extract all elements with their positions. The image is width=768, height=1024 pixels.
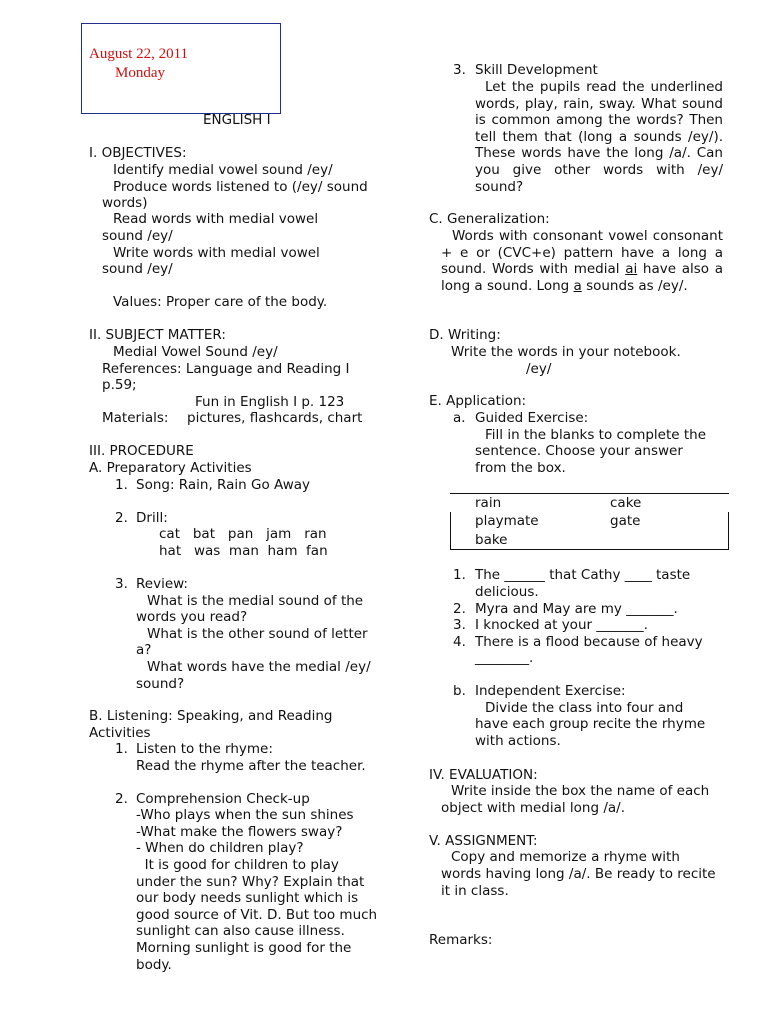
comprehension-line: good source of Vit. D. But too much bbox=[136, 907, 378, 923]
objective-3: Read words with medial vowel bbox=[113, 211, 319, 227]
exercise-1-cont: delicious. bbox=[475, 584, 539, 600]
independent-text-cont: with actions. bbox=[475, 733, 561, 749]
assignment-text-cont: it in class. bbox=[441, 883, 509, 899]
review-question-1: What is the medial sound of the bbox=[147, 593, 364, 609]
item-letter: b. bbox=[453, 683, 466, 699]
item-number: 3. bbox=[453, 617, 466, 633]
comprehension-line: sunlight can also cause illness. bbox=[136, 923, 345, 939]
assignment-heading: V. ASSIGNMENT: bbox=[429, 833, 538, 849]
subject-topic: Medial Vowel Sound /ey/ bbox=[113, 344, 278, 360]
application-heading: E. Application: bbox=[429, 393, 527, 409]
box-word: bake bbox=[475, 532, 508, 548]
item-letter: a. bbox=[453, 410, 466, 426]
comprehension-line: our body needs sunlight which is bbox=[136, 890, 359, 906]
independent-text: Divide the class into four and bbox=[485, 700, 684, 716]
exercise-4: There is a flood because of heavy bbox=[475, 634, 703, 650]
listening-heading-cont: Activities bbox=[89, 725, 151, 741]
comprehension-label: Comprehension Check-up bbox=[136, 791, 310, 807]
lesson-day: Monday bbox=[115, 65, 165, 81]
song: Song: Rain, Rain Go Away bbox=[136, 477, 310, 493]
box-word: gate bbox=[610, 513, 641, 529]
comprehension-line: under the sun? Why? Explain that bbox=[136, 874, 365, 890]
procedure-heading: III. PROCEDURE bbox=[89, 443, 194, 459]
item-number: 1. bbox=[115, 741, 128, 757]
comprehension-line: -What make the flowers sway? bbox=[136, 824, 343, 840]
writing-text: Write the words in your notebook. bbox=[451, 344, 681, 360]
objective-values: Values: Proper care of the body. bbox=[113, 294, 328, 310]
objective-2: Produce words listened to (/ey/ sound bbox=[113, 179, 368, 195]
assignment-text-cont: words having long /a/. Be ready to recite bbox=[441, 866, 716, 882]
independent-exercise-label: Independent Exercise: bbox=[475, 683, 626, 699]
objective-3-cont: sound /ey/ bbox=[102, 228, 173, 244]
generalization-text: Words with consonant vowel consonant + e or (CVC+e) pattern have a long a sound. Words with medial ai have also a long a sound. Long a sounds as /ey/. bbox=[441, 228, 723, 294]
comprehension-line: body. bbox=[136, 957, 172, 973]
independent-text-cont: have each group recite the rhyme bbox=[475, 716, 706, 732]
item-number: 3. bbox=[453, 62, 466, 78]
drill-row-2: hat was man ham fan bbox=[159, 543, 328, 559]
date-box bbox=[81, 23, 281, 114]
exercise-3: I knocked at your _______. bbox=[475, 617, 648, 633]
remarks-label: Remarks: bbox=[429, 932, 493, 948]
evaluation-heading: IV. EVALUATION: bbox=[429, 767, 538, 783]
comprehension-line: Morning sunlight is good for the bbox=[136, 940, 352, 956]
item-number: 1. bbox=[115, 477, 128, 493]
objective-4-cont: sound /ey/ bbox=[102, 261, 173, 277]
exercise-2: Myra and May are my _______. bbox=[475, 601, 678, 617]
evaluation-text-cont: object with medial long /a/. bbox=[441, 800, 626, 816]
box-word: cake bbox=[610, 495, 642, 511]
underlined-a: a bbox=[573, 277, 582, 294]
guided-exercise-label: Guided Exercise: bbox=[475, 410, 589, 426]
box-word: playmate bbox=[475, 513, 539, 529]
listen-label: Listen to the rhyme: bbox=[136, 741, 273, 757]
guided-text: Fill in the blanks to complete the bbox=[485, 427, 707, 443]
skill-development-text: Let the pupils read the underlined words, play, rain, sway. What sound is common among the words? Then tell them that (long a sounds /ey/). These words have the long /a/. Can you give other words with /ey/ sound? bbox=[475, 79, 723, 195]
writing-sound: /ey/ bbox=[526, 361, 552, 377]
exercise-4-cont: ________. bbox=[475, 650, 534, 666]
item-number: 3. bbox=[115, 576, 128, 592]
review-question-1-cont: words you read? bbox=[136, 609, 248, 625]
review-question-3-cont: sound? bbox=[136, 676, 185, 692]
review-question-3: What words have the medial /ey/ bbox=[147, 659, 371, 675]
materials-list: pictures, flashcards, chart bbox=[187, 410, 363, 426]
word-box bbox=[450, 493, 729, 550]
comprehension-line: -Who plays when the sun shines bbox=[136, 807, 354, 823]
item-number: 1. bbox=[453, 567, 466, 583]
lesson-date: August 22, 2011 bbox=[89, 46, 189, 62]
item-number: 2. bbox=[115, 791, 128, 807]
objective-4: Write words with medial vowel bbox=[113, 245, 320, 261]
item-number: 2. bbox=[115, 510, 128, 526]
box-word: rain bbox=[475, 495, 502, 511]
generalization-heading: C. Generalization: bbox=[429, 211, 550, 227]
review-question-2: What is the other sound of letter bbox=[147, 626, 368, 642]
skill-development-label: Skill Development bbox=[475, 62, 598, 78]
objective-2-cont: words) bbox=[102, 195, 148, 211]
materials-label: Materials: bbox=[102, 410, 169, 426]
item-number: 2. bbox=[453, 601, 466, 617]
guided-text-cont: from the box. bbox=[475, 460, 566, 476]
references-1-cont: p.59; bbox=[102, 377, 137, 393]
comprehension-line: It is good for children to play bbox=[136, 857, 339, 873]
drill-row-1: cat bat pan jam ran bbox=[159, 526, 327, 542]
listening-heading: B. Listening: Speaking, and Reading bbox=[89, 708, 333, 724]
review-label: Review: bbox=[136, 576, 188, 592]
objective-1: Identify medial vowel sound /ey/ bbox=[113, 162, 333, 178]
drill-label: Drill: bbox=[136, 510, 168, 526]
listen-text: Read the rhyme after the teacher. bbox=[136, 758, 366, 774]
underlined-ai: ai bbox=[625, 261, 638, 278]
writing-heading: D. Writing: bbox=[429, 327, 501, 343]
assignment-text: Copy and memorize a rhyme with bbox=[451, 849, 680, 865]
subject-title: ENGLISH I bbox=[203, 112, 271, 128]
preparatory-heading: A. Preparatory Activities bbox=[89, 460, 252, 476]
exercise-1: The ______ that Cathy ____ taste bbox=[475, 567, 691, 583]
evaluation-text: Write inside the box the name of each bbox=[451, 783, 710, 799]
references-1: References: Language and Reading I bbox=[102, 361, 350, 377]
objectives-heading: I. OBJECTIVES: bbox=[89, 145, 187, 161]
guided-text-cont: sentence. Choose your answer bbox=[475, 443, 683, 459]
references-2: Fun in English I p. 123 bbox=[195, 394, 345, 410]
subject-matter-heading: II. SUBJECT MATTER: bbox=[89, 327, 226, 343]
review-question-2-cont: a? bbox=[136, 642, 152, 658]
comprehension-line: - When do children play? bbox=[136, 840, 304, 856]
item-number: 4. bbox=[453, 634, 466, 650]
